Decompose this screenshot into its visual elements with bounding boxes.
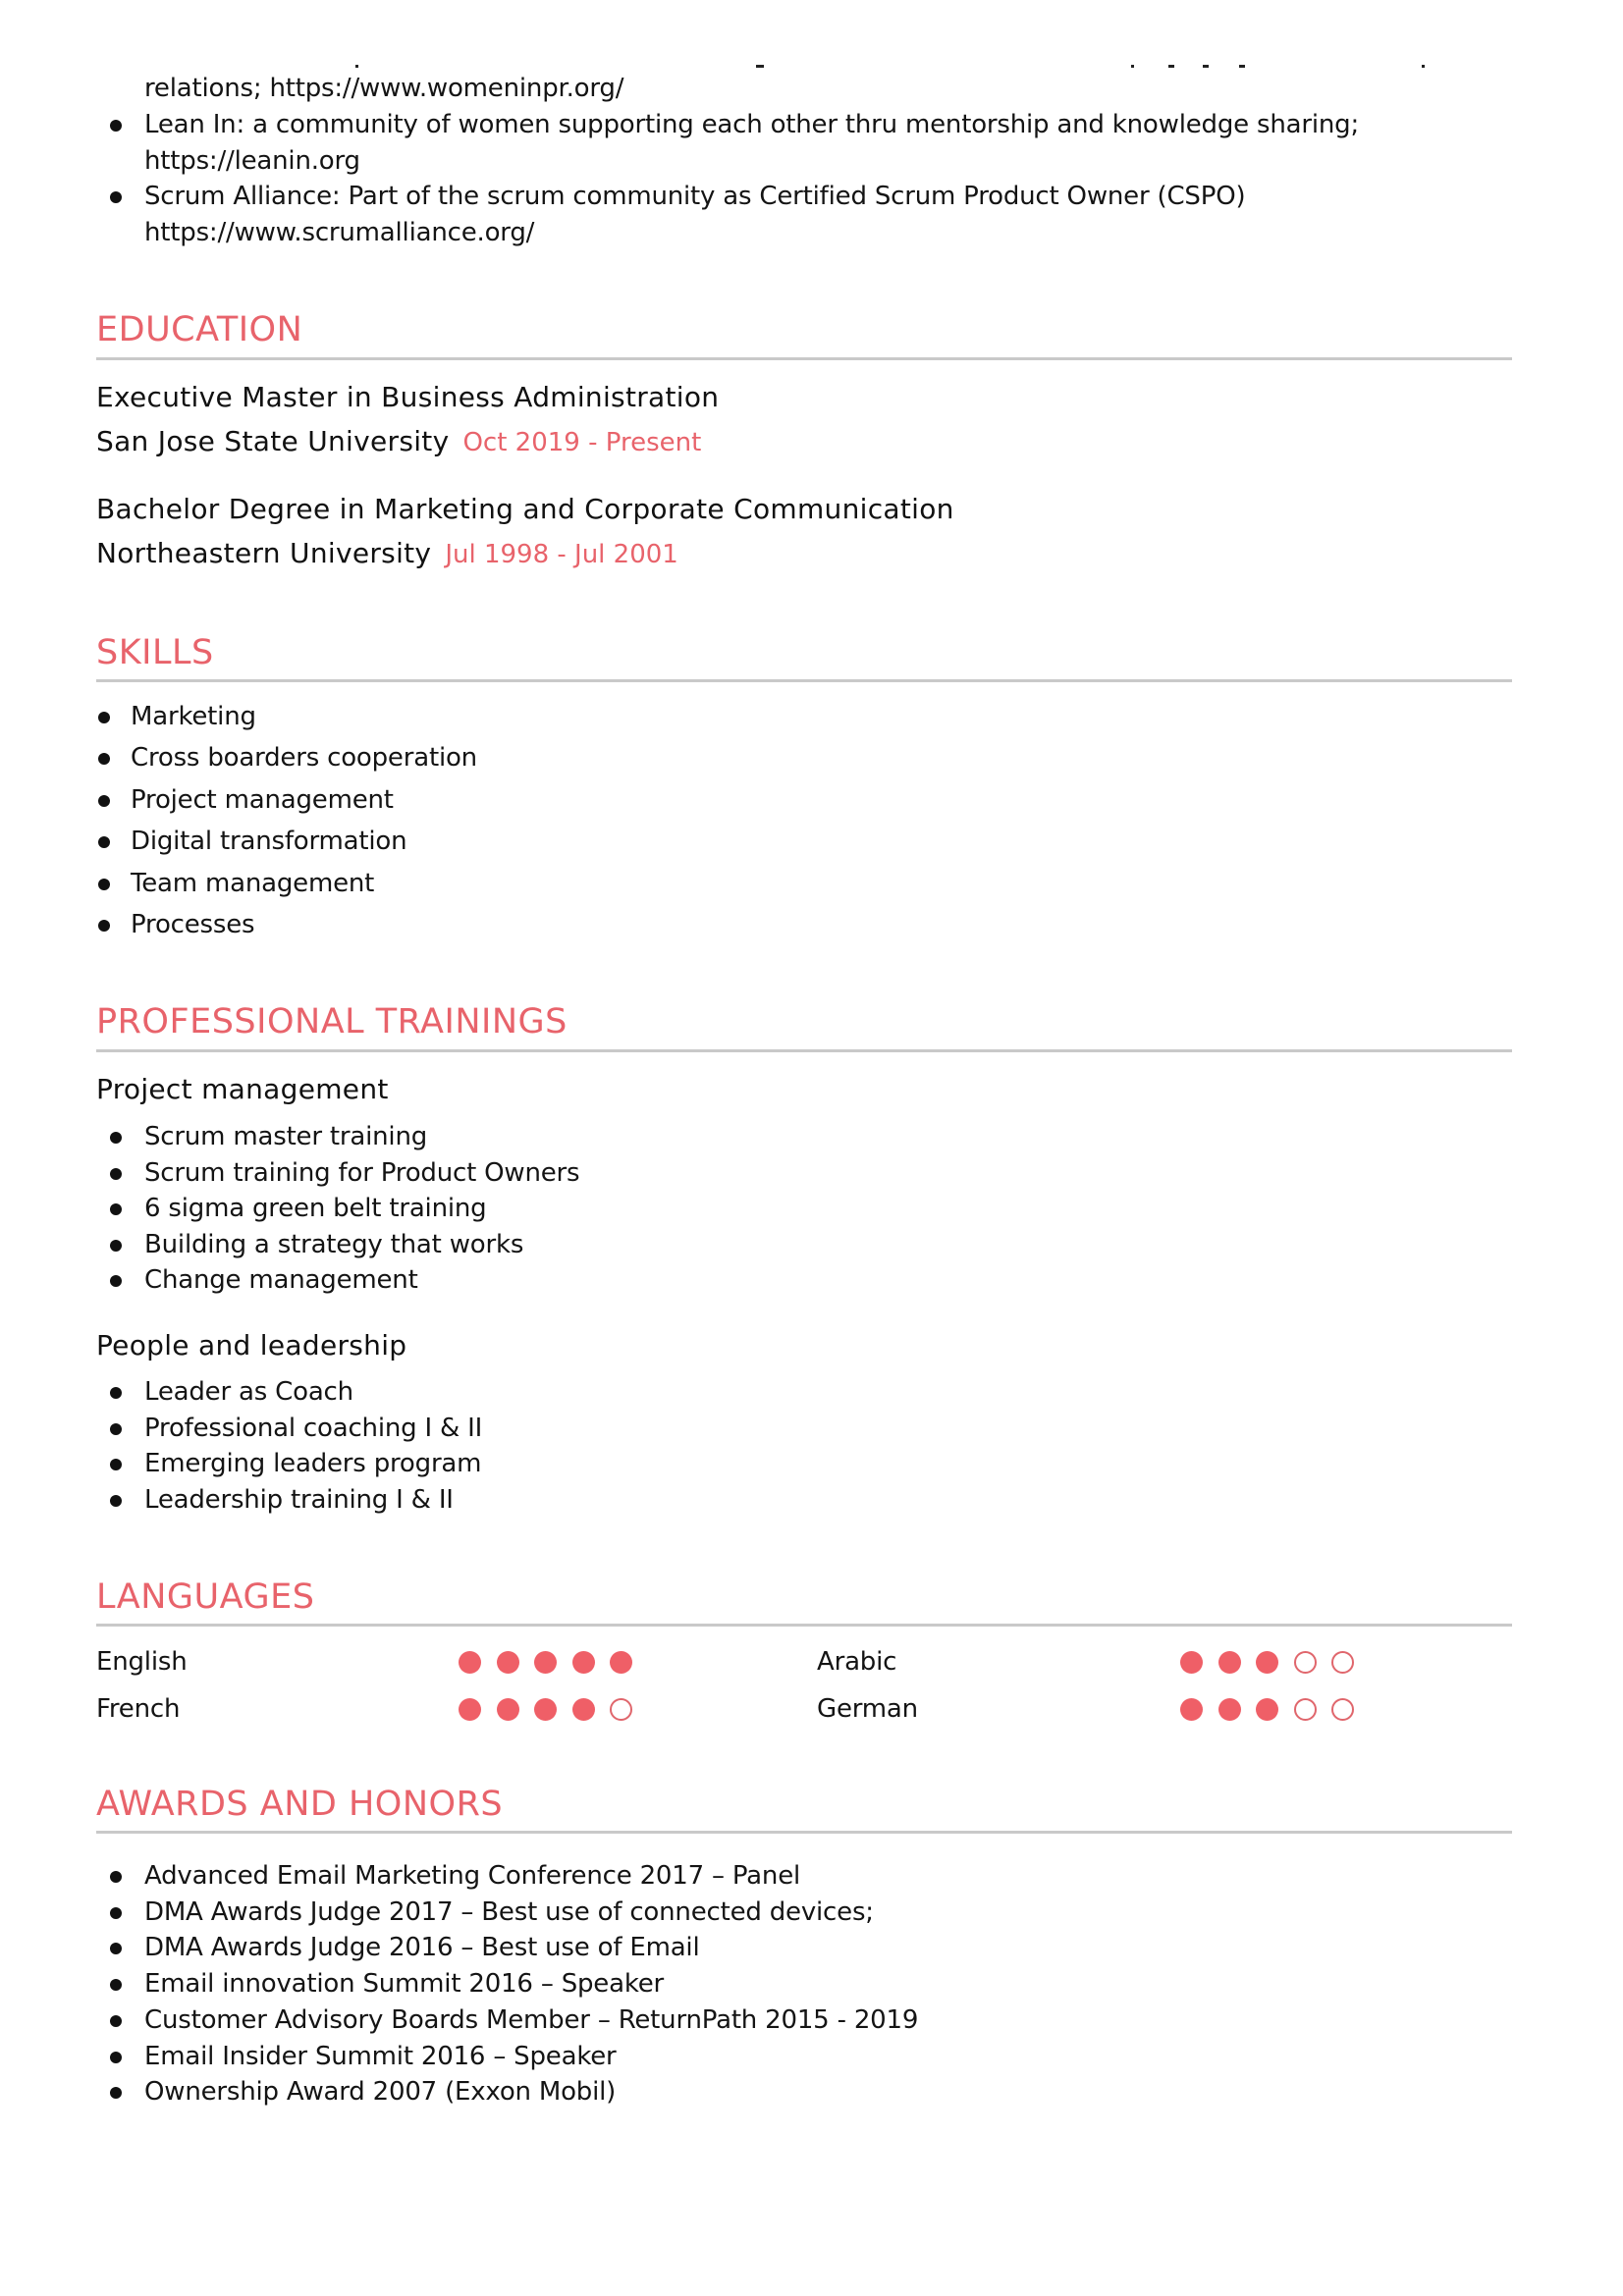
- bullet-icon: [98, 879, 110, 890]
- rating-dot-filled-icon: [1180, 1698, 1203, 1721]
- list-item: Leadership training I & II: [144, 1484, 454, 1515]
- section-heading: PROFESSIONAL TRAININGS: [96, 1002, 568, 1041]
- school-name: Northeastern University: [96, 537, 432, 569]
- rating-dot-filled-icon: [1218, 1698, 1241, 1721]
- list-item: Processes: [131, 910, 255, 939]
- training-group-title: People and leadership: [96, 1329, 407, 1362]
- list-item: Emerging leaders program: [144, 1449, 482, 1478]
- section-heading: SKILLS: [96, 633, 214, 672]
- bullet-icon: [110, 1495, 122, 1507]
- rating-dot-filled-icon: [459, 1651, 481, 1674]
- section-divider: [96, 1049, 1512, 1052]
- rating-dot-filled-icon: [610, 1651, 632, 1674]
- rating-dot-empty-icon: [1294, 1651, 1317, 1674]
- language-name: Arabic: [817, 1647, 897, 1677]
- bullet-icon: [110, 1387, 122, 1399]
- section-divider: [96, 357, 1512, 360]
- list-item: Marketing: [131, 702, 256, 731]
- list-item: Customer Advisory Boards Member – ReturnPath 2015 - 2019: [144, 2004, 919, 2035]
- bullet-icon: [98, 795, 110, 807]
- list-item: DMA Awards Judge 2017 – Best use of connected devices;: [144, 1896, 874, 1927]
- list-item: Scrum training for Product Owners: [144, 1157, 580, 1188]
- list-item: Leader as Coach: [144, 1377, 353, 1407]
- rating-dot-empty-icon: [1331, 1651, 1354, 1674]
- bullet-icon: [98, 836, 110, 848]
- bullet-icon: [110, 1871, 122, 1883]
- bullet-icon: [110, 1943, 122, 1954]
- list-item: Project management: [131, 784, 394, 815]
- list-item: Professional coaching I & II: [144, 1413, 483, 1443]
- language-name: English: [96, 1647, 188, 1677]
- list-item-link[interactable]: https://leanin.org: [144, 146, 360, 176]
- bullet-icon: [98, 920, 110, 932]
- list-item: Email innovation Summit 2016 – Speaker: [144, 1969, 665, 2000]
- date-range: Oct 2019 - Present: [462, 428, 702, 457]
- list-item-text: relations; https://www.womeninpr.org/: [144, 74, 624, 103]
- rating-dot-filled-icon: [1256, 1698, 1278, 1721]
- bullet-icon: [110, 1168, 122, 1180]
- bullet-icon: [110, 191, 122, 203]
- language-name: French: [96, 1694, 181, 1724]
- rating-dot-filled-icon: [1180, 1651, 1203, 1674]
- rating-dot-filled-icon: [497, 1651, 519, 1674]
- bullet-icon: [110, 1459, 122, 1470]
- rating-dot-filled-icon: [572, 1651, 595, 1674]
- section-heading: AWARDS AND HONORS: [96, 1785, 504, 1824]
- bullet-icon: [110, 1203, 122, 1215]
- section-divider: [96, 1831, 1512, 1834]
- language-name: German: [817, 1694, 918, 1724]
- list-item: 6 sigma green belt training: [144, 1194, 487, 1223]
- rating-dot-empty-icon: [1294, 1698, 1317, 1721]
- section-heading: EDUCATION: [96, 310, 303, 349]
- list-item: Digital transformation: [131, 827, 407, 857]
- rating-dot-filled-icon: [534, 1698, 557, 1721]
- rating-dot-filled-icon: [459, 1698, 481, 1721]
- rating-dot-filled-icon: [1218, 1651, 1241, 1674]
- list-item: DMA Awards Judge 2016 – Best use of Email: [144, 1933, 700, 1963]
- rating-dot-empty-icon: [610, 1698, 632, 1721]
- list-item: Ownership Award 2007 (Exxon Mobil): [144, 2077, 617, 2108]
- section-divider: [96, 1624, 1512, 1627]
- section-heading: LANGUAGES: [96, 1577, 315, 1617]
- list-item: Change management: [144, 1265, 418, 1295]
- bullet-icon: [110, 2015, 122, 2027]
- bullet-icon: [110, 1240, 122, 1252]
- bullet-icon: [110, 1423, 122, 1435]
- bullet-icon: [110, 2087, 122, 2099]
- bullet-icon: [98, 753, 110, 765]
- school-line: [96, 535, 678, 573]
- bullet-icon: [110, 2052, 122, 2063]
- school-line: [96, 423, 701, 461]
- list-item: Advanced Email Marketing Conference 2017 – Panel: [144, 1861, 801, 1891]
- degree-title: Bachelor Degree in Marketing and Corporate Communication: [96, 493, 954, 525]
- list-item: Cross boarders cooperation: [131, 743, 477, 774]
- list-item: Email Insider Summit 2016 – Speaker: [144, 2041, 617, 2071]
- list-item: Team management: [131, 868, 375, 898]
- school-name: San Jose State University: [96, 425, 450, 457]
- list-item: Building a strategy that works: [144, 1229, 524, 1259]
- rating-dot-empty-icon: [1331, 1698, 1354, 1721]
- list-item: Scrum master training: [144, 1122, 428, 1151]
- bullet-icon: [110, 1275, 122, 1287]
- training-group-title: Project management: [96, 1073, 389, 1105]
- rating-dot-filled-icon: [534, 1651, 557, 1674]
- bullet-icon: [110, 1979, 122, 1991]
- list-item-text: Lean In: a community of women supporting each other thru mentorship and knowledge sharing;: [144, 110, 1360, 139]
- rating-dot-filled-icon: [572, 1698, 595, 1721]
- rating-dot-filled-icon: [1256, 1651, 1278, 1674]
- bullet-icon: [98, 712, 110, 723]
- rating-dot-filled-icon: [497, 1698, 519, 1721]
- list-item-link[interactable]: https://www.scrumalliance.org/: [144, 218, 535, 247]
- list-item-text: Scrum Alliance: Part of the scrum community as Certified Scrum Product Owner (CSPO): [144, 182, 1246, 211]
- bullet-icon: [110, 120, 122, 132]
- bullet-icon: [110, 1132, 122, 1144]
- bullet-icon: [110, 1907, 122, 1919]
- section-divider: [96, 679, 1512, 682]
- degree-title: Executive Master in Business Administration: [96, 381, 720, 413]
- date-range: Jul 1998 - Jul 2001: [445, 540, 678, 569]
